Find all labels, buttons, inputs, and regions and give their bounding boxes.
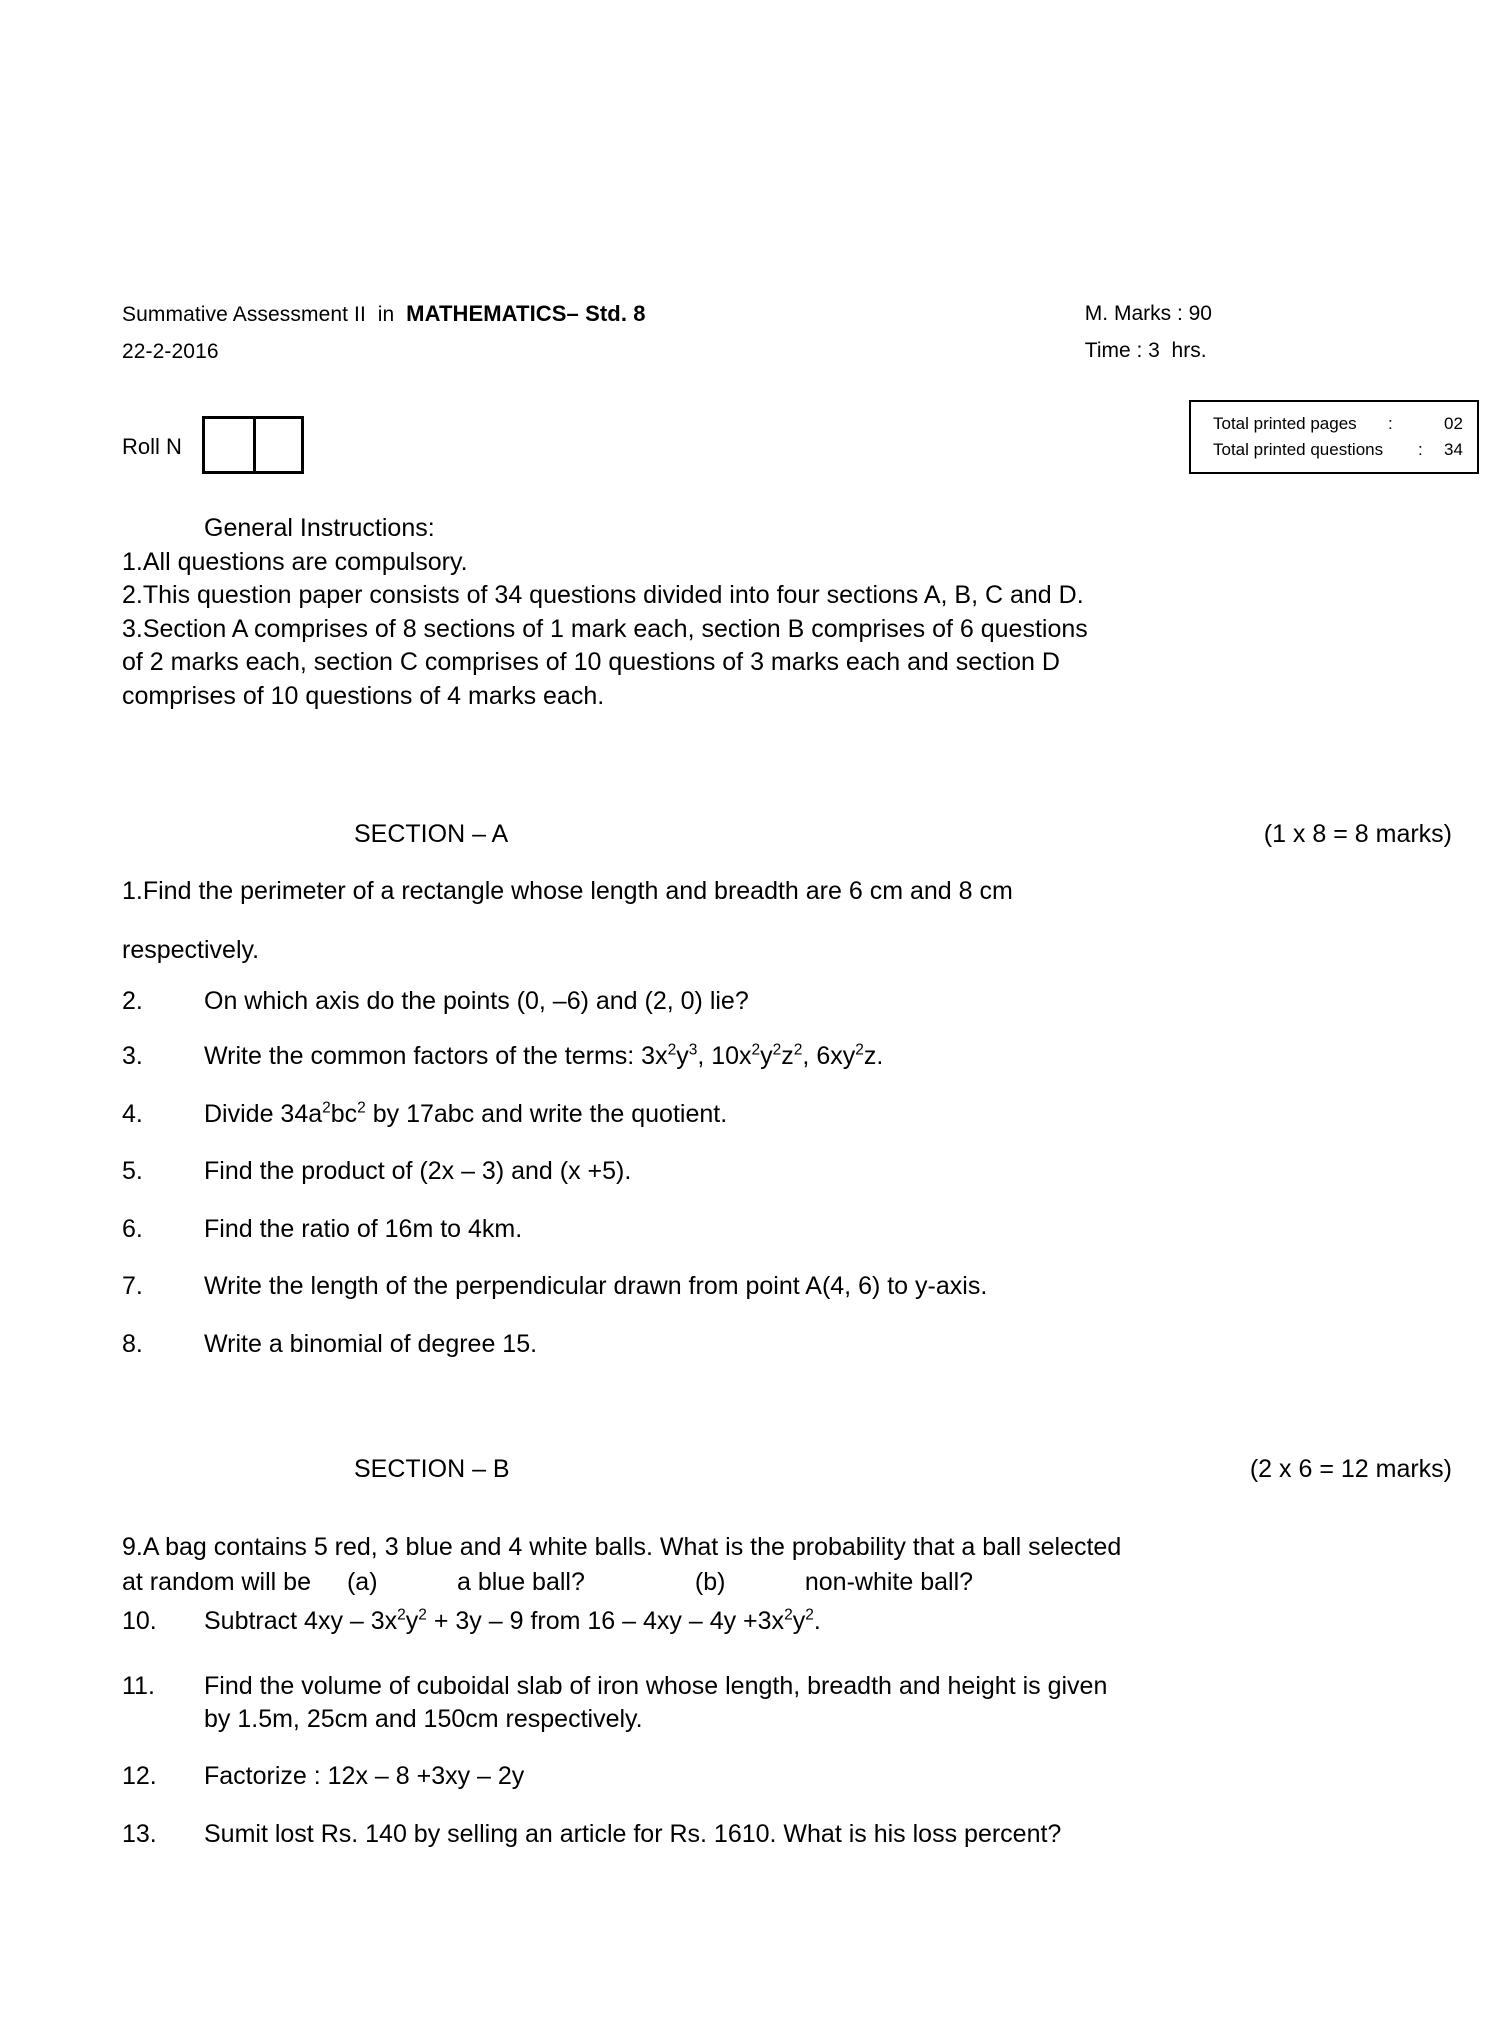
question-3-mid-4: z [781,1042,794,1070]
question-3-sup-1: 2 [667,1041,677,1059]
question-4-tail: by 17abc and write the quotient. [365,1100,728,1128]
question-1 [122,875,1467,967]
question-9-number: 9. [122,1533,143,1561]
question-5-number: 5. [122,1157,143,1185]
question-3-sup-3: 2 [751,1041,761,1059]
paper-title-line [122,295,646,333]
question-6-text: Find the ratio of 16m to 4km. [204,1215,523,1243]
question-2-number: 2. [122,987,143,1015]
question-9-part-a-label: (a) [346,1568,378,1596]
question-9-part-a-text: a blue ball? [456,1568,585,1596]
question-10-tail: . [813,1607,821,1635]
question-2-text: On which axis do the points (0, –6) and (2, 0) lie? [204,987,749,1015]
question-10-lead: Subtract 4xy – 3x [204,1607,398,1635]
question-1-number: 1. [122,877,143,905]
question-10-text [204,1605,1444,1638]
roll-number-boxes[interactable] [202,416,304,474]
instruction-item-2: 2.This question paper consists of 34 questions divided into four sections A, B, C and D. [122,581,1084,609]
printed-pages-label: Total printed pages [1213,414,1357,433]
question-11-number: 11. [122,1672,155,1700]
question-10-number: 10. [122,1607,157,1635]
printed-questions-colon: : [1418,440,1423,459]
question-4-number: 4. [122,1100,143,1128]
printed-questions-value: 34 [1444,440,1463,459]
question-5-text: Find the product of (2x – 3) and (x +5). [204,1157,632,1185]
subject-name: MATHEMATICS [406,301,567,326]
instruction-item-1: 1.All questions are compulsory. [122,547,468,576]
question-3-tail: z. [863,1042,884,1070]
question-3-text [204,1040,1444,1073]
question-10-sup-4: 2 [805,1606,814,1624]
question-3-sup-2: 3 [688,1041,698,1059]
question-5 [122,1155,1467,1188]
question-9 [122,1530,1467,1600]
question-4-lead: Divide 34a [204,1100,323,1128]
question-11 [122,1670,1467,1736]
question-8-number: 8. [122,1330,143,1358]
question-1-line2: respectively. [122,936,260,964]
question-13-text: Sumit lost Rs. 140 by selling an article for Rs. 1610. What is his loss percent? [204,1820,1062,1848]
header-left-block [122,295,646,370]
instruction-item-3: 3.Section A comprises of 8 sections of 1 mark each, section B comprises of 6 questions [122,614,1088,643]
section-a-title: SECTION – A [354,820,509,848]
roll-cell-2[interactable] [253,419,301,471]
max-marks: M. Marks : 90 [1084,302,1212,325]
roll-number-label: Roll N [122,434,182,459]
question-12 [122,1760,1467,1793]
general-instructions-title: General Instructions: [204,514,435,542]
question-4-mid-1: bc [330,1100,358,1128]
header-right-block [1085,295,1392,369]
paper-header [122,295,1392,370]
question-13-number: 13. [122,1820,157,1848]
roll-number-field [122,420,304,474]
printed-questions-label: Total printed questions [1213,440,1384,459]
printed-pages-row [1213,411,1477,437]
question-3-sup-6: 2 [855,1041,864,1059]
question-13 [122,1818,1467,1851]
question-8-text: Write a binomial of degree 15. [204,1330,538,1358]
question-2 [122,985,1467,1018]
question-10 [122,1605,1467,1638]
question-3-number: 3. [122,1042,143,1070]
question-9-line2-lead: at random will be [122,1568,311,1596]
question-4-sup-1: 2 [322,1099,331,1117]
exam-duration: Time : 3 hrs. [1084,339,1207,362]
question-7-text: Write the length of the perpendicular drawn from point A(4, 6) to y-axis. [204,1272,988,1300]
question-3-mid-3: y [760,1042,773,1070]
question-10-mid-3: y [792,1607,806,1635]
instruction-item-3-cont-1: of 2 marks each, section C comprises of 10 questions of 3 marks each and section D [122,648,1060,676]
question-3 [122,1040,1467,1073]
question-9-part-b-text: non-white ball? [804,1568,974,1596]
section-a-marks: (1 x 8 = 8 marks) [1263,820,1452,848]
exam-date: 22-2-2016 [122,340,219,363]
printed-questions-row [1213,437,1477,463]
standard-label: – Std. 8 [566,301,646,326]
question-7 [122,1270,1467,1303]
question-12-number: 12. [122,1762,157,1790]
question-3-sup-5: 2 [793,1041,803,1059]
question-3-lead: Write the common factors of the terms: 3x [204,1042,668,1070]
question-3-sup-4: 2 [772,1041,782,1059]
question-11-line2: by 1.5m, 25cm and 150cm respectively. [204,1705,643,1733]
question-10-sup-2: 2 [418,1606,427,1624]
printed-pages-colon: : [1388,414,1393,433]
question-10-sup-3: 2 [784,1606,793,1624]
question-3-mid-2: , 10x [697,1042,752,1070]
question-10-mid-2: + 3y – 9 from 16 – 4xy – 4y +3x [426,1607,785,1635]
question-9-line2 [122,1565,1467,1600]
question-9-part-b-label: (b) [694,1568,726,1596]
question-1-line1: Find the perimeter of a rectangle whose length and breadth are 6 cm and 8 cm [142,877,1013,905]
question-11-line1: Find the volume of cuboidal slab of iron whose length, breadth and height is given [204,1672,1108,1700]
section-a-heading [122,820,1452,849]
question-3-mid-1: y [676,1042,689,1070]
question-7-number: 7. [122,1272,143,1300]
question-10-sup-1: 2 [397,1606,406,1624]
section-b-heading [122,1455,1452,1484]
printed-info-box [1189,400,1479,474]
question-10-mid-1: y [405,1607,419,1635]
instruction-item-3-cont-2: comprises of 10 questions of 4 marks each. [122,681,605,710]
question-6-number: 6. [122,1215,143,1243]
question-4-text [204,1098,1444,1131]
question-6 [122,1213,1467,1246]
printed-pages-value: 02 [1444,414,1463,433]
section-b-title: SECTION – B [354,1455,510,1483]
question-4 [122,1098,1467,1131]
question-9-line1: A bag contains 5 red, 3 blue and 4 white balls. What is the probability that a ball selected [142,1533,1122,1561]
section-b-marks: (2 x 6 = 12 marks) [1249,1455,1452,1483]
question-11-text [204,1670,1444,1736]
question-12-text: Factorize : 12x – 8 +3xy – 2y [204,1762,525,1790]
question-3-mid-5: , 6xy [802,1042,856,1070]
general-instructions [122,512,1452,713]
question-4-sup-2: 2 [357,1099,366,1117]
question-8 [122,1328,1467,1361]
assessment-title-prefix: Summative Assessment II in [122,303,407,326]
roll-cell-1[interactable] [205,419,253,471]
